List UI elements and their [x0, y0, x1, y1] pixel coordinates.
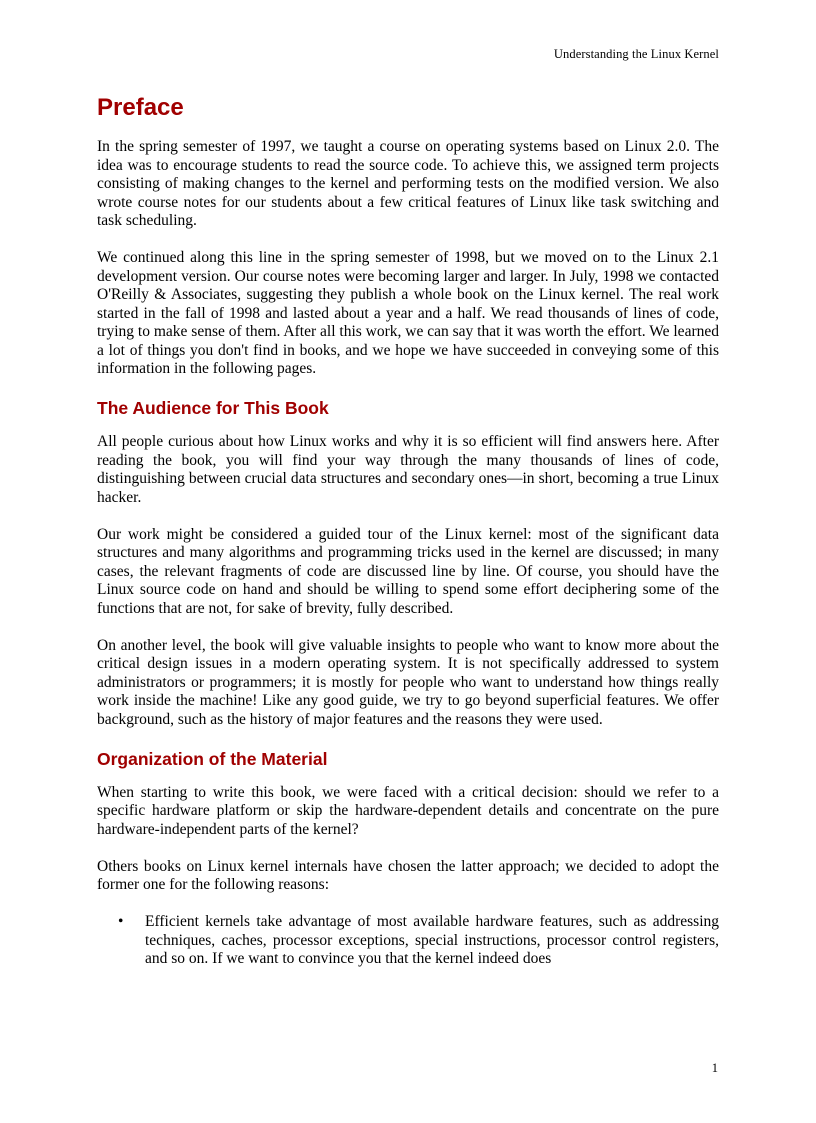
intro-paragraph: In the spring semester of 1997, we taught a course on operating systems based on Linux 2.0. The idea was to encourage students to read the source code. To achieve this, we assigned term projects consisting of making changes to the kernel and performing tests on the modified version. We also wrote course notes for our students about a few critical features of Linux like task switching and task scheduling.: [97, 138, 719, 229]
bullet-list: [97, 913, 719, 969]
page-number: 1: [711, 1061, 718, 1075]
audience-paragraph: Our work might be considered a guided tour of the Linux kernel: most of the significant data structures and many algorithms and programming tricks used in the kernel are discussed; in many cases, the relevant fragments of code are discussed line by line. Of course, you should have the Linux source code on hand and should be willing to spend some effort deciphering some of the functions that are not, for sake of brevity, fully described.: [97, 525, 719, 617]
audience-paragraph: All people curious about how Linux works and why it is so efficient will find answers here. After reading the book, you will find your way through the many thousands of lines of code, distinguishing between crucial data structures and secondary ones—in short, becoming a true Linux hacker.: [97, 433, 719, 506]
page-content: [97, 92, 719, 969]
section-heading-audience: The Audience for This Book: [97, 398, 329, 418]
page-title: Preface: [97, 94, 184, 121]
audience-paragraph: On another level, the book will give valuable insights to people who want to know more about the critical design issues in a modern operating system. It is not specifically addressed to system administrators or programmers; it is mostly for people who want to understand how things really work inside the machine! Like any good guide, we try to go beyond superficial features. We offer background, such as the history of major features and the reasons they were used.: [97, 636, 719, 728]
bullet-icon: •: [118, 913, 124, 930]
list-item: [118, 913, 719, 969]
organization-paragraph: Others books on Linux kernel internals have chosen the latter approach; we decided to adopt the former one for the following reasons:: [97, 857, 719, 893]
organization-paragraph: When starting to write this book, we were faced with a critical decision: should we refer to a specific hardware platform or skip the hardware-dependent details and concentrate on the pure hardware-independent parts of the kernel?: [97, 783, 719, 838]
section-heading-organization: Organization of the Material: [97, 748, 328, 769]
running-header: Understanding the Linux Kernel: [553, 47, 719, 61]
intro-paragraph: We continued along this line in the spring semester of 1998, but we moved on to the Linux 2.1 development version. Our course notes were becoming larger and larger. In July, 1998 we contacted O'Reilly & Associates, suggesting they publish a whole book on the Linux kernel. The real work started in the fall of 1998 and lasted about a year and a half. We read thousands of lines of code, trying to make sense of them. After all this work, we can say that it was worth the effort. We learned a lot of things you don't find in books, and we hope we have succeeded in conveying some of this information in the following pages.: [97, 249, 719, 377]
list-item-text: Efficient kernels take advantage of most available hardware features, such as addressing techniques, caches, processor exceptions, special instructions, processor control registers, and so on. If we want to convince you that the kernel indeed does: [145, 913, 719, 967]
